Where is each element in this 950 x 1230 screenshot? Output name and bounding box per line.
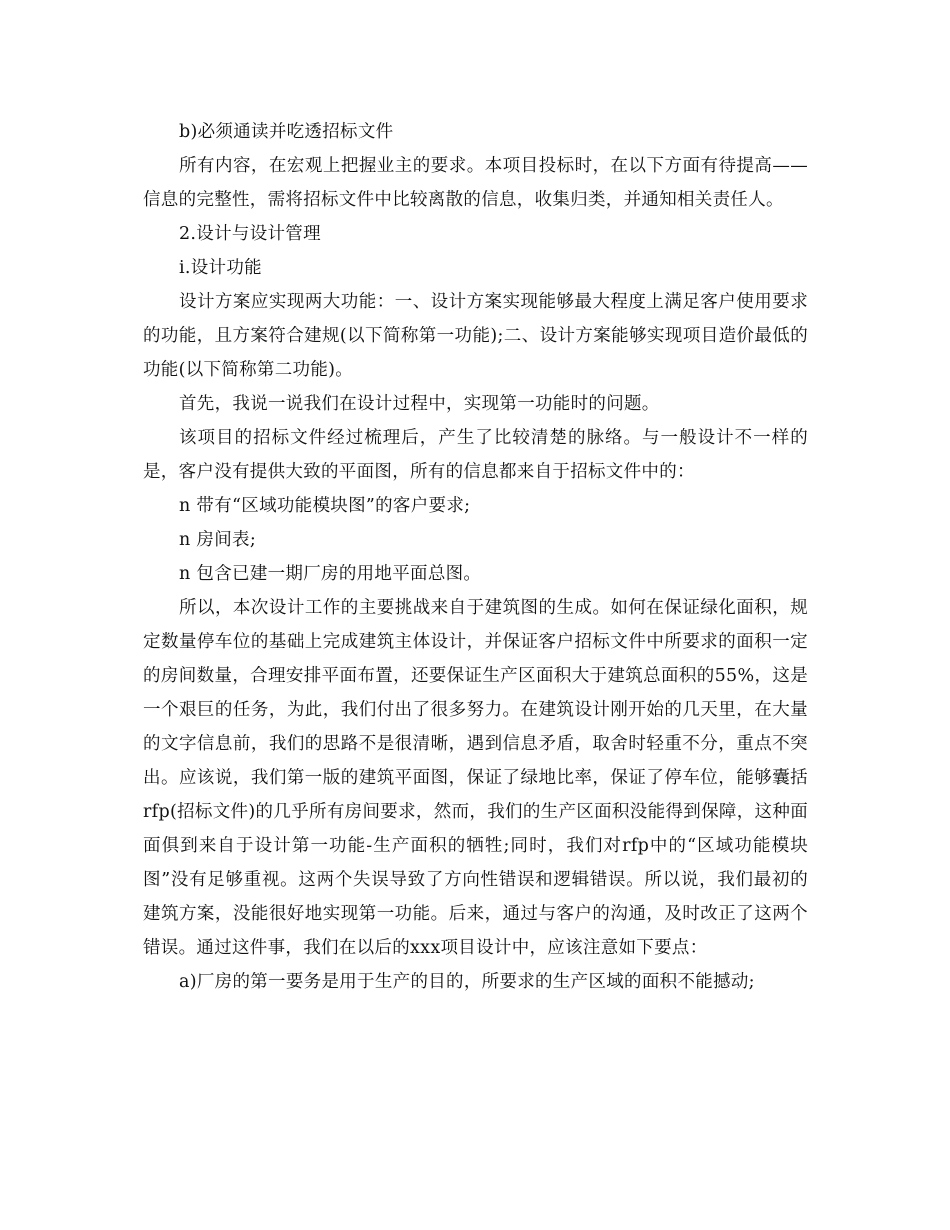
paragraph-two-functions: 设计方案应实现两大功能：一、设计方案实现能够最大程度上满足客户使用要求的功能，且方案符合建规(以下简称第一功能);二、设计方案能够实现项目造价最低的功能(以下简称第二功能)。 xyxy=(143,292,808,380)
section-heading-design-management: 2.设计与设计管理 xyxy=(179,224,321,244)
paragraph-main-challenge: 所以，本次设计工作的主要挑战来自于建筑图的生成。如何在保证绿化面积，规定数量停车位的基础上完成建筑主体设计，并保证客户招标文件中所要求的面积一定的房间数量，合理安排平面布置，还要保证生产区面积大于建筑总面积的55%，这是一个艰巨的任务，为此，我们付出了很多努力。在建筑设计刚开始的几天里，在大量的文字信息前，我们的思路不是很清晰，遇到信息矛盾，取舍时轻重不分，重点不突出。应该说，我们第一版的建筑平面图，保证了绿地比率，保证了停车位，能够囊括rfp(招标文件)的几乎所有房间要求，然而，我们的生产区面积没能得到保障，这种面面俱到来自于设计第一功能-生产面积的牺牲;同时，我们对rfp中的“区域功能模块图”没有足够重视。这两个失误导致了方向性错误和逻辑错误。所以说，我们最初的建筑方案，没能很好地实现第一功能。后来，通过与客户的沟通，及时改正了这两个错误。通过这件事，我们在以后的xxx项目设计中，应该注意如下要点： xyxy=(143,598,808,958)
document-body xyxy=(143,115,808,999)
paragraph-first-issue: 首先，我说一说我们在设计过程中，实现第一功能时的问题。 xyxy=(179,394,660,414)
paragraph-b-read-tender: b)必须通读并吃透招标文件 xyxy=(179,122,394,142)
paragraph-a-production-priority: a)厂房的第一要务是用于生产的目的，所要求的生产区域的面积不能撼动; xyxy=(179,972,755,992)
subsection-heading-design-function: i.设计功能 xyxy=(179,258,262,278)
list-item-site-plan: n 包含已建一期厂房的用地平面总图。 xyxy=(179,564,482,584)
list-item-function-diagram: n 带有“区域功能模块图”的客户要求; xyxy=(179,496,471,516)
paragraph-tender-outline: 该项目的招标文件经过梳理后，产生了比较清楚的脉络。与一般设计不一样的是，客户没有提供大致的平面图，所有的信息都来自于招标文件中的： xyxy=(143,428,808,482)
list-item-room-table: n 房间表; xyxy=(179,530,257,550)
paragraph-tender-content: 所有内容，在宏观上把握业主的要求。本项目投标时，在以下方面有待提高——信息的完整性，需将招标文件中比较离散的信息，收集归类，并通知相关责任人。 xyxy=(143,156,808,210)
